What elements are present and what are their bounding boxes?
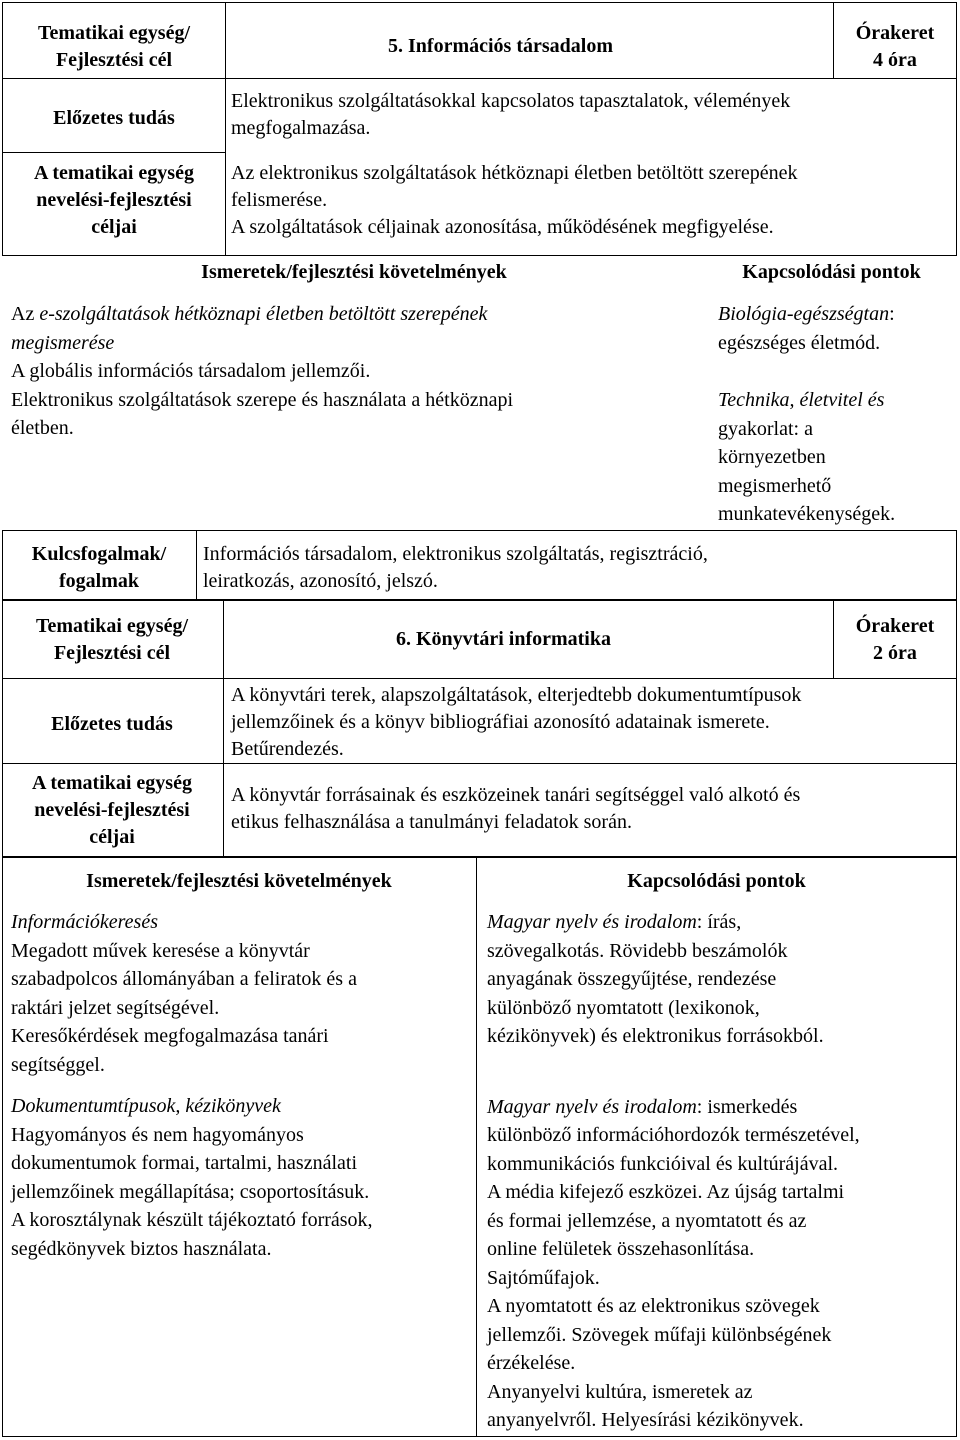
divider xyxy=(196,530,197,600)
section5-requirements-header: Ismeretek/fejlesztési követelmények xyxy=(201,261,507,283)
section5-prior-label: Előzetes tudás xyxy=(53,107,175,129)
hours-label: Órakeret xyxy=(855,22,935,44)
section5-requirements: Az e-szolgáltatások hétköznapi életben betöltött szerepének megismerése A globális információs társadalom jellemzői. Elektronikus szolgáltatások szerepe és használata a hétköznapi életben. xyxy=(11,303,514,439)
divider xyxy=(833,600,834,678)
section6-hours xyxy=(835,613,955,667)
hours-label: Órakeret xyxy=(855,615,935,637)
section6-prior-label: Előzetes tudás xyxy=(51,713,173,735)
section5-topic-label: Tematikai egység/ Fejlesztési cél xyxy=(37,22,191,71)
subject-technology: Technika, életvitel és xyxy=(718,389,885,411)
section6-prior-text: A könyvtári terek, alapszolgáltatások, elterjedtebb dokumentumtípusok jellemzőinek és a könyv bibliográfiai azonosító adatainak ismerete. Betűrendezés. xyxy=(231,684,802,760)
section6-goals-label: A tematikai egység nevelési-fejlesztési céljai xyxy=(32,772,192,848)
section5-connections: Biológia-egészségtan: egészséges életmód. Technika, életvitel és gyakorlat: a környezetben megismerhető munkatevékenységek. xyxy=(718,303,896,525)
section6-requirements-header: Ismeretek/fejlesztési követelmények xyxy=(86,870,392,892)
divider xyxy=(2,152,226,153)
section5-goals-text: Az elektronikus szolgáltatások hétköznapi életben betöltött szerepének felismerése. A szolgáltatások céljainak azonosítása, működésének megfigyelése. xyxy=(231,162,798,238)
section5-prior-text: Elektronikus szolgáltatásokkal kapcsolatos tapasztalatok, vélemények megfogalmazása. xyxy=(231,90,791,139)
requirement-heading: Dokumentumtípusok, kézikönyvek xyxy=(11,1095,281,1117)
hours-value: 4 óra xyxy=(873,49,917,71)
section5-connections-header: Kapcsolódási pontok xyxy=(742,261,921,283)
section5-keywords-text: Információs társadalom, elektronikus szolgáltatás, regisztráció, leiratkozás, azonosító, jelszó. xyxy=(203,543,708,592)
subject-hungarian: Magyar nyelv és irodalom xyxy=(487,1095,697,1118)
section6-topic-label: Tematikai egység/ Fejlesztési cél xyxy=(35,615,189,664)
section6-title: 6. Könyvtári informatika xyxy=(396,628,611,650)
subject-hungarian: Magyar nyelv és irodalom xyxy=(487,911,697,933)
section5-goals-label: A tematikai egység nevelési-fejlesztési céljai xyxy=(34,162,194,238)
subject-biology: Biológia-egészségtan xyxy=(718,303,890,325)
divider xyxy=(225,2,226,256)
divider xyxy=(223,600,224,857)
divider xyxy=(2,678,957,679)
section5-title: 5. Információs társadalom xyxy=(388,35,613,57)
section5-keywords-label: Kulcsfogalmak/ fogalmak xyxy=(31,543,167,592)
section6-requirements: Információkeresés Megadott művek keresése a könyvtár szabadpolcos állományában a feliratok és a raktári jelzet segítségével. Keresőkérdések megfogalmazása tanári segítséggel. Dokumentumtípusok, kézikönyvek Hagyományos és nem hagyományos dokumentumok formai, tartalmi, használati jellemzőinek megállapítása; csoportosításuk. A korosztálynak készült tájékoztató források, segédkönyvek biztos használata. xyxy=(11,908,373,1263)
divider xyxy=(2,78,957,79)
section5-hours xyxy=(835,20,955,74)
section6-goals-text: A könyvtár forrásainak és eszközeinek tanári segítséggel való alkotó és etikus felhasználása a tanulmányi feladatok során. xyxy=(231,784,801,833)
divider xyxy=(2,763,957,764)
requirement-heading: Információkeresés xyxy=(11,911,158,933)
divider xyxy=(833,2,834,78)
section6-connections: Magyar nyelv és irodalom: írás, szövegalkotás. Rövidebb beszámolók anyagának összegyűjtése, rendezése különböző nyomtatott (lexikonok, kézikönyvek) és elektronikus forrásokból. Magyar nyelv és irodalom: ismerkedés különböző információhordozók természetével, kommunikációs funkcióival és kultúrájával. A média kifejező eszközei. Az újság tartalmi és formai jellemzése, a nyomtatott és az online felületek összehasonlítása. Sajtóműfajok. A nyomtatott és az elektronikus szövegek jellemzői. Szövegek műfaji különbségének érzékelése. Anyanyelvi kultúra, ismeretek az anyanyelvről. Helyesírási kézikönyvek. xyxy=(487,911,860,1431)
section6-connections-header: Kapcsolódási pontok xyxy=(627,870,806,892)
hours-value: 2 óra xyxy=(873,642,917,664)
divider xyxy=(476,857,477,1437)
